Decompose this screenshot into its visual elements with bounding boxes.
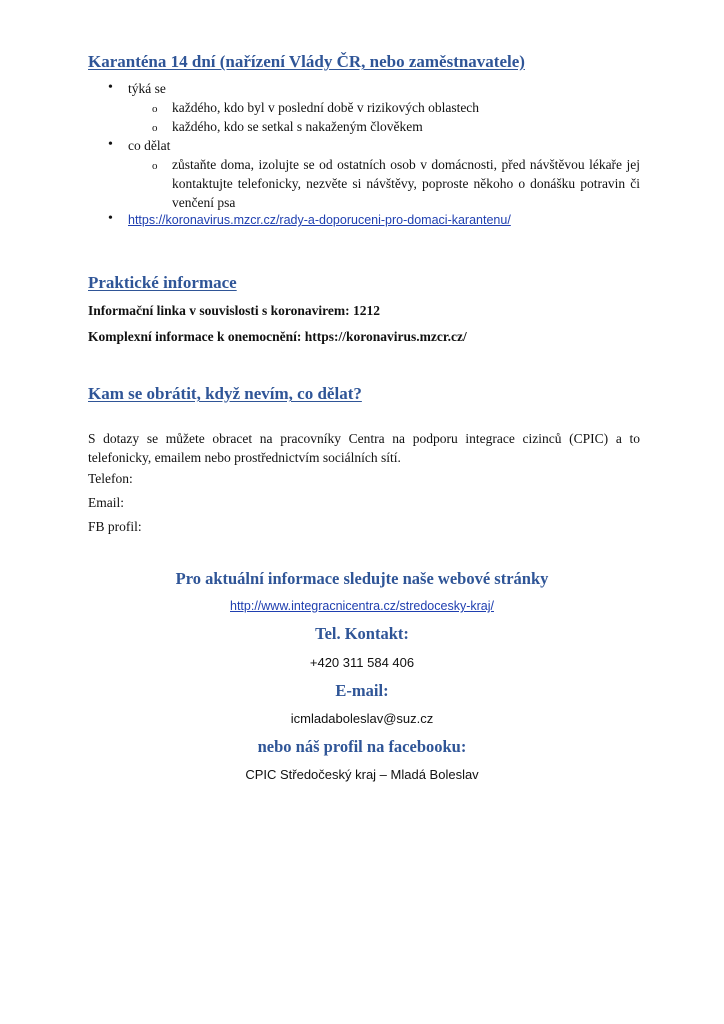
quarantine-advice-link[interactable]: https://koronavirus.mzcr.cz/rady-a-doporuceni-pro-domaci-karantenu/: [128, 213, 511, 227]
fb-label: FB profil:: [88, 519, 142, 534]
email-address: icmladaboleslav@suz.cz: [290, 711, 434, 726]
facebook-heading: nebo náš profil na facebooku:: [257, 737, 467, 756]
email-heading: E-mail:: [335, 681, 389, 700]
phone-heading: Tel. Kontakt:: [315, 624, 409, 643]
circle-bullet-icon: o: [152, 103, 158, 115]
bullet-icon: •: [108, 211, 113, 226]
contact-heading: Kam se obrátit, když nevím, co dělat?: [88, 384, 362, 403]
list-subitem: každého, kdo se setkal s nakaženým člověkem: [172, 119, 423, 134]
contact-paragraph: S dotazy se můžete obracet na pracovníky Centra na podporu integrace cizinců (CPIC) a to telefonicky, emailem nebo prostřednictvím sociálních sítí.: [88, 431, 640, 465]
quarantine-heading: Karanténa 14 dní (nařízení Vlády ČR, nebo zaměstnavatele): [88, 52, 525, 71]
email-label: Email:: [88, 495, 124, 510]
bullet-icon: •: [108, 80, 113, 95]
circle-bullet-icon: o: [152, 160, 158, 172]
facebook-profile-name: CPIC Středočeský kraj – Mladá Boleslav: [245, 767, 479, 782]
circle-bullet-icon: o: [152, 122, 158, 134]
phone-number: +420 311 584 406: [309, 655, 415, 670]
hotline-text: Informační linka v souvislosti s koronavirem: 1212: [88, 303, 381, 318]
list-subitem: zůstaňte doma, izolujte se od ostatních osob v domácnosti, před návštěvou lékaře jej kontaktujte telefonicky, nezvěte si návštěvy, poproste někoho o donášku potravin či venčení psa: [172, 157, 640, 210]
list-item-label: co dělat: [128, 138, 171, 153]
practical-heading: Praktické informace: [88, 273, 237, 292]
info-text: Komplexní informace k onemocnění: https://koronavirus.mzcr.cz/: [88, 329, 467, 344]
bullet-icon: •: [108, 137, 113, 152]
website-link[interactable]: http://www.integracnicentra.cz/stredocesky-kraj/: [230, 599, 494, 613]
phone-label: Telefon:: [88, 471, 133, 486]
web-heading: Pro aktuální informace sledujte naše webové stránky: [175, 569, 549, 588]
list-subitem: každého, kdo byl v poslední době v rizikových oblastech: [172, 100, 480, 115]
list-item-label: týká se: [128, 81, 166, 96]
